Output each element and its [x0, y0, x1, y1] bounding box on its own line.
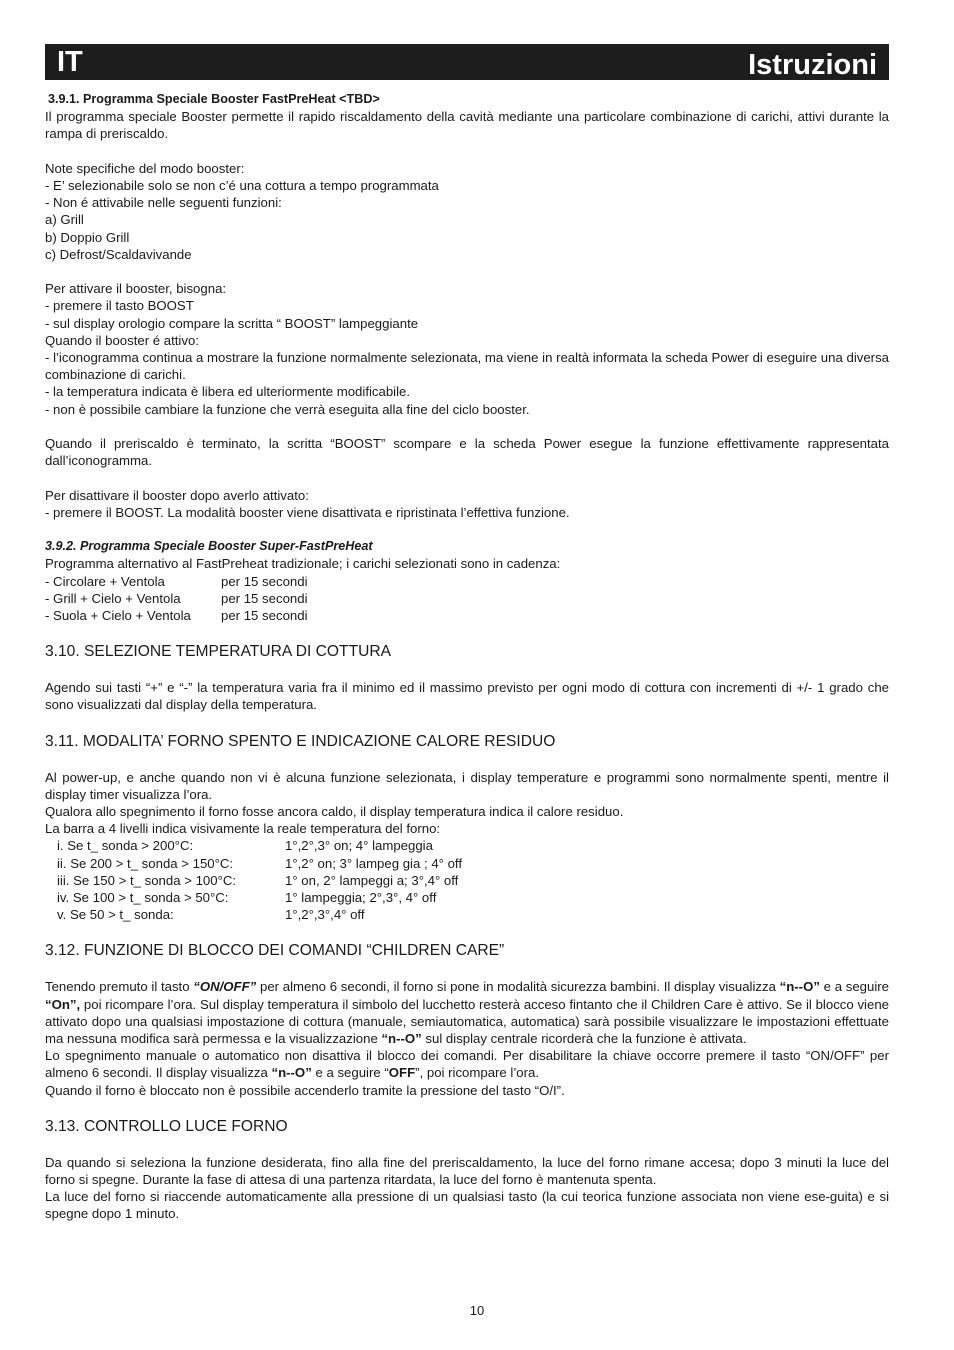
text: per almeno 6 secondi, il forno si pone in modalità sicurezza bambini. Il display visualizza: [256, 979, 780, 995]
level-condition: iii. Se 150 > t_ sonda > 100°C:: [57, 872, 237, 888]
list-item: [45, 855, 889, 872]
text: Lo spegnimento manuale o automatico non disattiva il blocco dei comandi. Per disabilitare la chiave occorre premere il tasto “ON/OFF” per almeno 6 secondi. Il display visualizza: [45, 1048, 889, 1081]
paragraph: Quando il forno è bloccato non è possibile accenderlo tramite la pressione del tasto “O/I”.: [45, 1082, 565, 1098]
list-item: [45, 573, 889, 590]
level-state: 1° lampeggia; 2°,3°, 4° off: [285, 890, 437, 906]
list-item: b) Doppio Grill: [45, 229, 130, 245]
list-item: - sul display orologio compare la scritta “ BOOST” lampeggiante: [45, 315, 419, 331]
level-state: 1° on, 2° lampeggi a; 3°,4° off: [285, 872, 459, 888]
paragraph: Quando il booster é attivo:: [45, 332, 199, 348]
section-3-12-heading: 3.12. FUNZIONE DI BLOCCO DEI COMANDI “CHILDREN CARE”: [45, 942, 505, 960]
emphasis: “n--O”: [779, 979, 820, 995]
paragraph: Da quando si seleziona la funzione desiderata, fino alla fine del preriscaldamento, la luce del forno rimane accesa; dopo 3 minuti la luce del forno si spegne. Durante la fase di attesa di una partenza ritardata, la luce del forno è mantenuta spenta.: [45, 1154, 889, 1188]
load-time: per 15 secondi: [221, 573, 308, 589]
level-condition: iv. Se 100 > t_ sonda > 50°C:: [57, 890, 229, 906]
text: e a seguire: [819, 979, 889, 995]
header-banner: [45, 44, 889, 80]
list-item: [45, 837, 889, 854]
list-item: - l’iconogramma continua a mostrare la funzione normalmente selezionata, ma viene in realtà informata la scheda Power di eseguire una diversa combinazione di carichi.: [45, 350, 889, 383]
paragraph: Agendo sui tasti “+” e “-” la temperatura varia fra il minimo ed il massimo previsto per ogni modo di cottura con incrementi di +/- 1 grado che sono visualizzati dal display della temperatura.: [45, 680, 889, 713]
paragraph: Note specifiche del modo booster:: [45, 160, 245, 176]
text: sul display centrale ricorderà che la funzione è attivata.: [421, 1031, 747, 1047]
load-name: - Suola + Cielo + Ventola: [45, 608, 191, 624]
emphasis: OFF: [388, 1065, 416, 1081]
list-item: - Non é attivabile nelle seguenti funzioni:: [45, 195, 282, 211]
list-item: [45, 906, 889, 923]
paragraph: Per disattivare il booster dopo averlo attivato:: [45, 487, 309, 503]
text: poi ricompare l’ora. Sul display temperatura il simbolo del lucchetto resterà acceso fintanto che il Children Care è attivo. Se il blocco viene attivato dopo una qualsiasi impostazione di cottura (manuale, semiautomatica, automatica) sarà possibile visualizzare le impostazioni effettuate ma nessuna modifica sarà permessa e la visualizzazione: [45, 996, 889, 1047]
load-name: - Grill + Cielo + Ventola: [45, 590, 181, 606]
paragraph: Al power-up, e anche quando non vi è alcuna funzione selezionata, i display temperature e programmi sono normalmente spenti, mentre il display timer visualizza l’ora.: [45, 769, 889, 802]
list-item: - premere il BOOST. La modalità booster viene disattivata e ripristinata l’effettiva funzione.: [45, 504, 570, 520]
text: e a seguire “: [311, 1065, 389, 1081]
load-name: - Circolare + Ventola: [45, 573, 165, 589]
paragraph: [45, 978, 889, 1047]
paragraph: Qualora allo spegnimento il forno fosse ancora caldo, il display temperatura indica il calore residuo.: [45, 804, 624, 820]
level-state: 1°,2° on; 3° lampeg gia ; 4° off: [285, 855, 463, 871]
list-item: [45, 872, 889, 889]
section-3-10-heading: 3.10. SELEZIONE TEMPERATURA DI COTTURA: [45, 643, 392, 661]
paragraph: La barra a 4 livelli indica visivamente la reale temperatura del forno:: [45, 821, 441, 837]
list-item: [45, 607, 889, 624]
emphasis: “ON/OFF”: [193, 979, 257, 995]
emphasis: “On”,: [45, 996, 81, 1012]
list-item: - non è possibile cambiare la funzione che verrà eseguita alla fine del ciclo booster.: [45, 401, 530, 417]
paragraph: Per attivare il booster, bisogna:: [45, 281, 227, 297]
language-code: IT: [57, 46, 83, 78]
paragraph: [45, 1047, 889, 1081]
page-title: Istruzioni: [748, 49, 877, 81]
level-condition: v. Se 50 > t_ sonda:: [57, 907, 174, 923]
level-condition: ii. Se 200 > t_ sonda > 150°C:: [57, 855, 234, 871]
list-item: - premere il tasto BOOST: [45, 298, 194, 314]
document-body: [45, 80, 889, 1223]
level-state: 1°,2°,3° on; 4° lampeggia: [285, 838, 433, 854]
paragraph: Il programma speciale Booster permette il rapido riscaldamento della cavità mediante una particolare combinazione di carichi, attivi durante la rampa di preriscaldo.: [45, 109, 889, 142]
level-condition: i. Se t_ sonda > 200°C:: [57, 838, 194, 854]
page: [45, 44, 889, 1223]
list-item: [45, 590, 889, 607]
level-state: 1°,2°,3°,4° off: [285, 907, 365, 923]
paragraph: La luce del forno si riaccende automaticamente alla pressione di un qualsiasi tasto (la cui teorica funzione associata non viene ese-guita) e si spegne dopo 1 minuto.: [45, 1189, 889, 1222]
load-time: per 15 secondi: [221, 608, 308, 624]
section-3-11-heading: 3.11. MODALITA’ FORNO SPENTO E INDICAZIONE CALORE RESIDUO: [45, 732, 556, 750]
list-item: [45, 889, 889, 906]
emphasis: “n--O”: [271, 1065, 312, 1081]
list-item: c) Defrost/Scaldavivande: [45, 246, 192, 262]
section-3-13-heading: 3.13. CONTROLLO LUCE FORNO: [45, 1117, 288, 1135]
emphasis: “n--O”: [381, 1031, 422, 1047]
text: Tenendo premuto il tasto: [45, 979, 194, 995]
list-item: - la temperatura indicata è libera ed ulteriormente modificabile.: [45, 384, 411, 400]
list-item: a) Grill: [45, 212, 84, 228]
list-item: - E’ selezionabile solo se non c’é una cottura a tempo programmata: [45, 178, 439, 193]
load-time: per 15 secondi: [221, 590, 308, 606]
page-number: 10: [469, 1303, 485, 1318]
section-3-9-2-heading: 3.9.2. Programma Speciale Booster Super-FastPreHeat: [45, 539, 373, 554]
paragraph: Quando il preriscaldo è terminato, la scritta “BOOST” scompare e la scheda Power esegue la funzione effettivamente rappresentata dall’iconogramma.: [45, 436, 889, 469]
text: ”, poi ricompare l’ora.: [415, 1065, 539, 1081]
paragraph: Programma alternativo al FastPreheat tradizionale; i carichi selezionati sono in cadenza:: [45, 556, 561, 572]
section-3-9-1-heading: 3.9.1. Programma Speciale Booster FastPreHeat <TBD>: [48, 92, 380, 106]
